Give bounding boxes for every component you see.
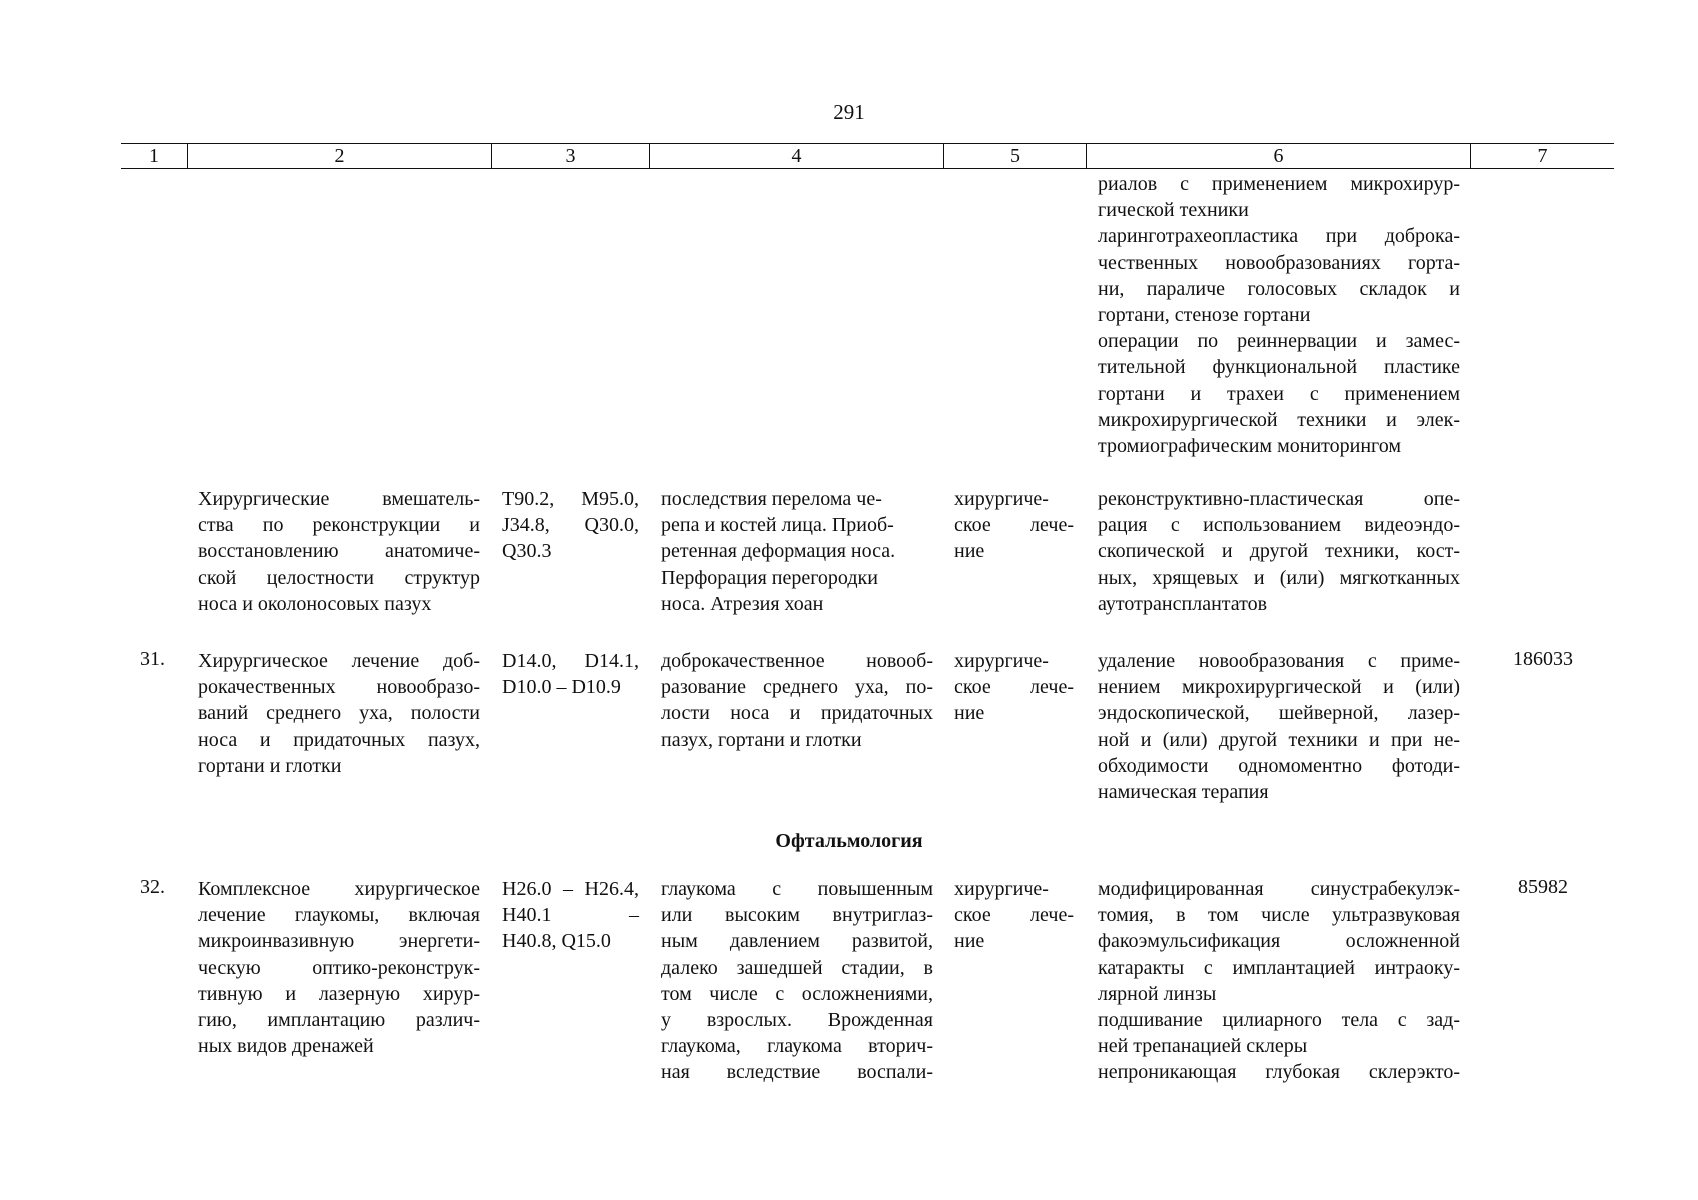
header-col-4: 4 [650, 144, 944, 168]
text-line: лечение глаукомы, включая [198, 904, 480, 927]
text-line: ское лече- [954, 904, 1074, 927]
text-line: далеко зашедшей стадии, в [661, 956, 933, 979]
text-line: хирургиче- [954, 878, 1049, 900]
text-line: рокачественных новообразо- [198, 676, 480, 699]
text-line: репа и костей лица. Приоб- [661, 514, 894, 537]
header-col-6: 6 [1087, 144, 1471, 168]
text-line: ства по реконструкции и [198, 514, 480, 537]
text-line: J34.8, Q30.0, [502, 514, 639, 537]
text-line: катаракты с имплантацией интраоку- [1098, 956, 1460, 979]
text-line: ретенная деформация носа. [661, 540, 896, 563]
text-line: лярной линзы [1098, 982, 1217, 1005]
header-col-1: 1 [121, 144, 188, 168]
header-col-3: 3 [492, 144, 650, 168]
text-line: последствия перелома че- [661, 488, 882, 510]
text-line: ных видов дренажей [198, 1035, 374, 1058]
row-number: 31. [140, 648, 165, 670]
text-line: H40.1 – [502, 904, 639, 927]
text-line: гортани и трахеи с применением [1098, 382, 1460, 405]
row-col4 [661, 486, 933, 617]
text-line: микрохирургической техники и элек- [1098, 408, 1460, 431]
text-line: ваний среднего уха, полости [198, 702, 480, 725]
text-line: удаление новообразования с приме- [1098, 650, 1460, 672]
text-line: у взрослых. Врожденная [661, 1009, 933, 1032]
text-line: чественных новообразованиях горта- [1098, 251, 1460, 274]
row-col2 [198, 486, 480, 617]
text-line: тромиографическим мониторингом [1098, 435, 1402, 458]
text-line: пазух, гортани и глотки [661, 728, 862, 751]
text-line: факоэмульсификация осложненной [1098, 930, 1460, 953]
row-col3 [502, 486, 639, 565]
text-line: хирургиче- [954, 650, 1049, 672]
continuation-col6 [1098, 171, 1460, 459]
section-title: Офтальмология [775, 830, 923, 852]
row-number: 32. [140, 876, 165, 898]
text-line: ческую оптико-реконструк- [198, 956, 480, 979]
text-line: ние [954, 540, 985, 563]
text-line: ных, хрящевых и (или) мягкотканных [1098, 566, 1460, 589]
header-col-2: 2 [188, 144, 492, 168]
text-line: лости носа и придаточных [661, 702, 933, 725]
row-col3 [502, 648, 639, 700]
text-line: обходимости одномоментно фотоди- [1098, 754, 1460, 777]
text-line: ной и (или) другой техники и при не- [1098, 728, 1460, 751]
text-line: Q30.3 [502, 540, 552, 563]
text-line: аутотрансплантатов [1098, 592, 1268, 615]
text-line: гортани и глотки [198, 754, 342, 777]
text-line: разование среднего уха, по- [661, 676, 933, 699]
text-line: ни, параличе голосовых складок и [1098, 277, 1460, 300]
text-line: микроинвазивную энергети- [198, 930, 480, 953]
text-line: ской целостности структур [198, 566, 480, 589]
text-line: ние [954, 930, 985, 953]
text-line: рация с использованием видеоэндо- [1098, 514, 1460, 537]
text-line: гической техники [1098, 199, 1249, 222]
row-col5 [954, 876, 1074, 955]
text-line: гортани, стенозе гортани [1098, 304, 1311, 327]
text-line: подшивание цилиарного тела с зад- [1098, 1009, 1460, 1032]
text-line: Хирургические вмешатель- [198, 488, 480, 510]
row-amount: 186033 [1513, 648, 1573, 670]
row-col2 [198, 648, 480, 779]
text-line: риалов с применением микрохирур- [1098, 173, 1460, 195]
text-line: носа. Атрезия хоан [661, 592, 824, 615]
text-line: ское лече- [954, 514, 1074, 537]
text-line: H26.0 – H26.4, [502, 878, 639, 900]
row-col2 [198, 876, 480, 1059]
text-line: тивную и лазерную хирур- [198, 982, 480, 1005]
text-line: H40.8, Q15.0 [502, 930, 611, 953]
text-line: D10.0 – D10.9 [502, 676, 621, 699]
text-line: гию, имплантацию различ- [198, 1009, 480, 1032]
row-amount: 85982 [1518, 876, 1568, 898]
text-line: ское лече- [954, 676, 1074, 699]
text-line: Перфорация перегородки [661, 566, 878, 589]
text-line: ние [954, 702, 985, 725]
text-line: нением микрохирургической и (или) [1098, 676, 1460, 699]
text-line: ларинготрахеопластика при доброка- [1098, 225, 1460, 248]
text-line: Хирургическое лечение доб- [198, 650, 480, 672]
text-line: реконструктивно-пластическая опе- [1098, 488, 1460, 510]
text-line: глаукома, глаукома вторич- [661, 1035, 933, 1058]
header-col-5: 5 [944, 144, 1087, 168]
row-col5 [954, 486, 1074, 565]
text-line: доброкачественное новооб- [661, 650, 933, 672]
text-line: модифицированная синустрабекулэк- [1098, 878, 1460, 900]
text-line: ней трепанацией склеры [1098, 1035, 1308, 1058]
text-line: или высоким внутриглаз- [661, 904, 933, 927]
text-line: D14.0, D14.1, [502, 650, 639, 672]
text-line: операции по реиннервации и замес- [1098, 330, 1460, 353]
text-line: носа и придаточных пазух, [198, 728, 480, 751]
text-line: хирургиче- [954, 488, 1049, 510]
table-header [121, 143, 1614, 169]
text-line: Комплексное хирургическое [198, 878, 480, 900]
text-line: ным давлением развитой, [661, 930, 933, 953]
row-col5 [954, 648, 1074, 727]
header-col-7: 7 [1537, 145, 1548, 167]
row-col6 [1098, 486, 1460, 617]
text-line: восстановлению анатомиче- [198, 540, 480, 563]
text-line: том числе с осложнениями, [661, 982, 933, 1005]
page-number: 291 [833, 100, 865, 124]
text-line: томия, в том числе ультразвуковая [1098, 904, 1460, 927]
row-col6 [1098, 648, 1460, 805]
text-line: эндоскопической, шейверной, лазер- [1098, 702, 1460, 725]
text-line: тительной функциональной пластике [1098, 356, 1460, 379]
row-col3 [502, 876, 639, 955]
text-line: носа и околоносовых пазух [198, 592, 432, 615]
text-line: намическая терапия [1098, 781, 1269, 804]
text-line: глаукома с повышенным [661, 878, 933, 900]
row-col4 [661, 876, 933, 1086]
text-line: скопической и другой техники, кост- [1098, 540, 1460, 563]
text-line: T90.2, M95.0, [502, 488, 639, 510]
text-line: непроникающая глубокая склерэкто- [1098, 1061, 1460, 1084]
row-col4 [661, 648, 933, 753]
text-line: ная вследствие воспали- [661, 1061, 933, 1084]
row-col6 [1098, 876, 1460, 1086]
